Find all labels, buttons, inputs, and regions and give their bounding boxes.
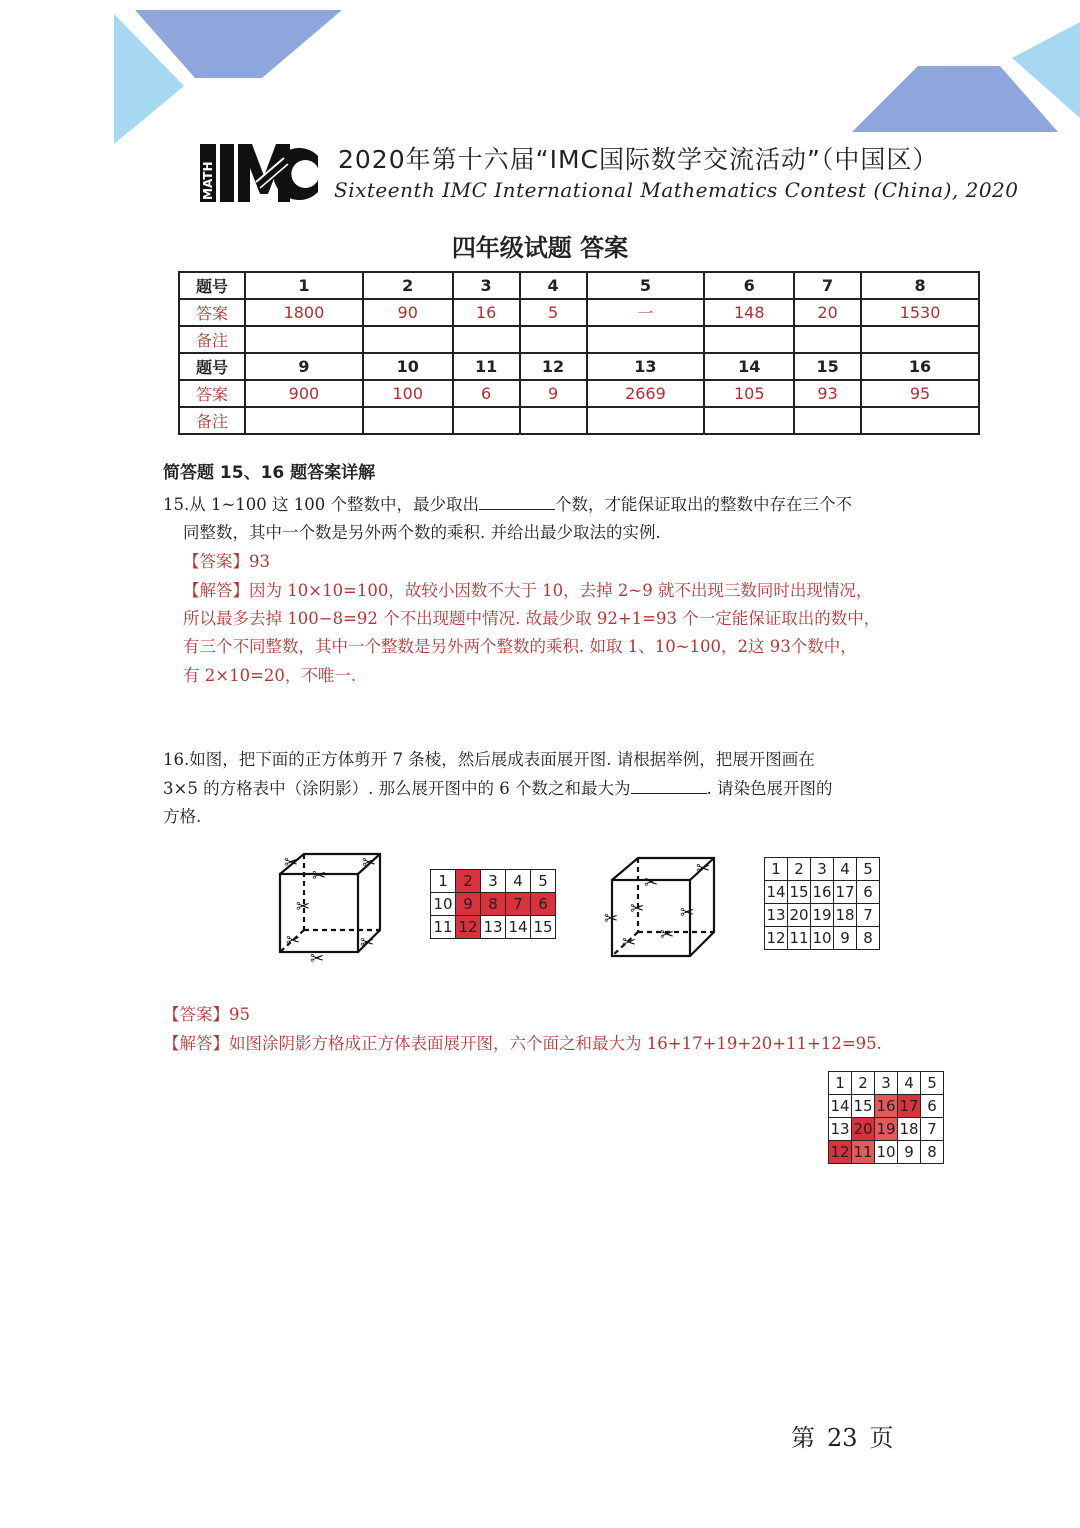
note-cell <box>245 407 363 434</box>
q16-line1: 16.如图，把下面的正方体剪开 7 条棱，然后展成表面展开图. 请根据举例，把展开图画在 <box>163 750 815 769</box>
grid-cell-shaded: 9 <box>456 893 481 916</box>
right-deco-trapezoid <box>852 66 1058 132</box>
grid-cell: 2 <box>788 858 811 881</box>
grid-cell: 10 <box>431 893 456 916</box>
page-suffix: 页 <box>869 1424 894 1452</box>
grid-cell-shaded: 17 <box>898 1095 921 1118</box>
table-row <box>179 407 979 434</box>
grid-cell-shaded: 12 <box>829 1141 852 1164</box>
grid-cell-shaded: 16 <box>875 1095 898 1118</box>
note-cell <box>794 407 861 434</box>
grid-cell: 15 <box>788 881 811 904</box>
scissors-icon: ✂ <box>660 925 675 945</box>
grid-cell-shaded: 12 <box>456 916 481 939</box>
question-number: 1 <box>245 272 363 299</box>
note-cell <box>587 326 705 353</box>
grid-cell: 13 <box>481 916 506 939</box>
page-title: 四年级试题 答案 <box>451 234 629 262</box>
note-cell <box>520 407 587 434</box>
note-cell <box>587 407 705 434</box>
grid-cell: 3 <box>811 858 834 881</box>
grid-cell-shaded: 7 <box>506 893 531 916</box>
grid-cell: 15 <box>852 1095 875 1118</box>
grid-cell: 7 <box>921 1118 944 1141</box>
question-number: 2 <box>363 272 453 299</box>
answer-value: 16 <box>453 299 520 326</box>
answer-value: 93 <box>794 380 861 407</box>
grid-cell: 19 <box>811 904 834 927</box>
note-cell <box>861 407 979 434</box>
grid-cell: 9 <box>898 1141 921 1164</box>
answer-value: 1800 <box>245 299 363 326</box>
grid-cell-shaded: 8 <box>481 893 506 916</box>
q15-text: 15.从 1~100 这 100 个整数中，最少取出 <box>163 495 480 514</box>
contest-title-en: Sixteenth IMC International Mathematics Contest (China), 2020 <box>334 178 1019 202</box>
row-label-number: 题号 <box>179 353 245 380</box>
page-number <box>785 1418 900 1453</box>
scissors-icon: ✂ <box>696 859 711 879</box>
scissors-icon: ✂ <box>680 903 695 923</box>
note-cell <box>861 326 979 353</box>
row-label-note: 备注 <box>179 326 245 353</box>
question-number: 8 <box>861 272 979 299</box>
answer-blank <box>631 779 707 794</box>
q16-line2 <box>163 775 833 804</box>
page-prefix: 第 <box>791 1424 815 1452</box>
grid-cell: 4 <box>834 858 857 881</box>
row-label-answer: 答案 <box>179 380 245 407</box>
answer-value: 900 <box>245 380 363 407</box>
grid-cell: 11 <box>431 916 456 939</box>
q16-text: . 请染色展开图的 <box>706 779 833 798</box>
question-number: 11 <box>453 353 520 380</box>
scissors-icon: ✂ <box>622 933 637 953</box>
table-row <box>179 380 979 407</box>
answer-value: 148 <box>704 299 794 326</box>
grid-cell: 5 <box>857 858 880 881</box>
scissors-icon: ✂ <box>310 949 325 966</box>
scissors-icon: ✂ <box>296 897 311 917</box>
answer-value: 2669 <box>587 380 705 407</box>
scissors-icon: ✂ <box>312 866 327 886</box>
question-number: 3 <box>453 272 520 299</box>
scissors-icon: ✂ <box>630 899 645 919</box>
grid-cell-shaded: 20 <box>852 1118 875 1141</box>
grid-cell-shaded: 19 <box>875 1118 898 1141</box>
note-cell <box>704 326 794 353</box>
table-row <box>179 299 979 326</box>
answer-value: 20 <box>794 299 861 326</box>
table-row <box>179 353 979 380</box>
page-value: 23 <box>827 1424 858 1452</box>
grid-cell-shaded: 6 <box>531 893 556 916</box>
answer-value: 95 <box>861 380 979 407</box>
q15-answer: 【答案】93 <box>183 552 270 571</box>
answer-blank <box>479 495 555 510</box>
grid-cell: 9 <box>834 927 857 950</box>
table-row <box>179 326 979 353</box>
grid-cell: 10 <box>811 927 834 950</box>
grid-cell: 17 <box>834 881 857 904</box>
grid-cell: 1 <box>829 1072 852 1095</box>
note-cell <box>245 326 363 353</box>
q15-line1 <box>163 491 852 520</box>
scissors-icon: ✂ <box>286 931 301 951</box>
answer-value: 100 <box>363 380 453 407</box>
question-number: 4 <box>520 272 587 299</box>
question-number: 5 <box>587 272 705 299</box>
row-label-note: 备注 <box>179 407 245 434</box>
contest-title-cn: 2020年第十六届“IMC国际数学交流活动”（中国区） <box>338 145 939 174</box>
grid-cell: 2 <box>852 1072 875 1095</box>
example-grid <box>430 869 556 939</box>
question-number: 15 <box>794 353 861 380</box>
grid-cell: 6 <box>921 1095 944 1118</box>
grid-cell: 3 <box>875 1072 898 1095</box>
grid-cell: 8 <box>857 927 880 950</box>
question-number: 6 <box>704 272 794 299</box>
grid-cell-shaded: 11 <box>852 1141 875 1164</box>
cube-diagram-1 <box>272 848 392 966</box>
question-number: 10 <box>363 353 453 380</box>
grid-cell: 8 <box>921 1141 944 1164</box>
grid-cell: 1 <box>765 858 788 881</box>
grid-cell: 13 <box>765 904 788 927</box>
scissors-icon: ✂ <box>284 853 299 873</box>
note-cell <box>453 326 520 353</box>
cube-diagram-2 <box>604 852 724 964</box>
question-number: 7 <box>794 272 861 299</box>
grid-cell: 13 <box>829 1118 852 1141</box>
q15-solution-4: 有 2×10=20，不唯一. <box>183 666 357 685</box>
row-label-answer: 答案 <box>179 299 245 326</box>
svg-text:MATH: MATH <box>201 161 215 200</box>
grid-cell: 11 <box>788 927 811 950</box>
grid-cell: 5 <box>921 1072 944 1095</box>
q15-solution-3: 有三个不同整数，其中一个整数是另外两个整数的乘积. 如取 1、10~100，2这 93个数中， <box>183 637 857 656</box>
grid-cell: 16 <box>811 881 834 904</box>
grid-cell: 5 <box>531 870 556 893</box>
grid-cell: 18 <box>834 904 857 927</box>
grid-cell: 4 <box>506 870 531 893</box>
answer-value: 105 <box>704 380 794 407</box>
note-cell <box>704 407 794 434</box>
q16-solution: 【解答】如图涂阴影方格成正方体表面展开图，六个面之和最大为 16+17+19+20+11+12=95. <box>163 1034 882 1053</box>
answer-value: 一 <box>587 299 705 326</box>
note-cell <box>363 326 453 353</box>
question-number: 12 <box>520 353 587 380</box>
grid-cell: 14 <box>506 916 531 939</box>
grid-cell: 3 <box>481 870 506 893</box>
scissors-icon: ✂ <box>604 909 619 929</box>
grid-cell: 7 <box>857 904 880 927</box>
q15-solution-1: 【解答】因为 10×10=100，故较小因数不大于 10，去掉 2~9 就不出现三数同时出现情况， <box>183 581 873 600</box>
grid-cell: 1 <box>431 870 456 893</box>
answer-table <box>178 271 980 435</box>
q15-text: 个数，才能保证取出的整数中存在三个不 <box>555 495 853 514</box>
note-cell <box>520 326 587 353</box>
grid-cell: 10 <box>875 1141 898 1164</box>
question-number: 16 <box>861 353 979 380</box>
grid-cell: 6 <box>857 881 880 904</box>
row-label-number: 题号 <box>179 272 245 299</box>
answer-value: 90 <box>363 299 453 326</box>
answer-value: 9 <box>520 380 587 407</box>
grid-cell: 12 <box>765 927 788 950</box>
scissors-icon: ✂ <box>360 933 375 953</box>
note-cell <box>363 407 453 434</box>
q16-text: 3×5 的方格表中（涂阴影）. 那么展开图中的 6 个数之和最大为 <box>163 779 631 798</box>
grid-cell: 15 <box>531 916 556 939</box>
imc-logo <box>200 142 320 204</box>
q15-line2: 同整数，其中一个数是另外两个数的乘积. 并给出最少取法的实例. <box>183 523 661 542</box>
question-number: 14 <box>704 353 794 380</box>
grid-cell: 4 <box>898 1072 921 1095</box>
question-number: 9 <box>245 353 363 380</box>
note-cell <box>794 326 861 353</box>
grid-cell: 20 <box>788 904 811 927</box>
q16-line3: 方格. <box>163 807 202 826</box>
answer-value: 5 <box>520 299 587 326</box>
grid-cell: 14 <box>765 881 788 904</box>
q16-answer: 【答案】95 <box>163 1005 250 1024</box>
section-heading: 简答题 15、16 题答案详解 <box>163 463 376 483</box>
answer-value: 6 <box>453 380 520 407</box>
grid-cell: 18 <box>898 1118 921 1141</box>
q15-solution-2: 所以最多去掉 100−8=92 个不出现题中情况. 故最少取 92+1=93 个一定能保证取出的数中， <box>183 609 881 628</box>
example-grid-2 <box>764 857 880 950</box>
table-row <box>179 272 979 299</box>
answer-value: 1530 <box>861 299 979 326</box>
note-cell <box>453 407 520 434</box>
scissors-icon: ✂ <box>644 873 659 893</box>
scissors-icon: ✂ <box>362 853 377 873</box>
answer-grid <box>828 1071 944 1164</box>
grid-cell: 14 <box>829 1095 852 1118</box>
question-number: 13 <box>587 353 705 380</box>
grid-cell-shaded: 2 <box>456 870 481 893</box>
header-decoration <box>0 0 1080 150</box>
